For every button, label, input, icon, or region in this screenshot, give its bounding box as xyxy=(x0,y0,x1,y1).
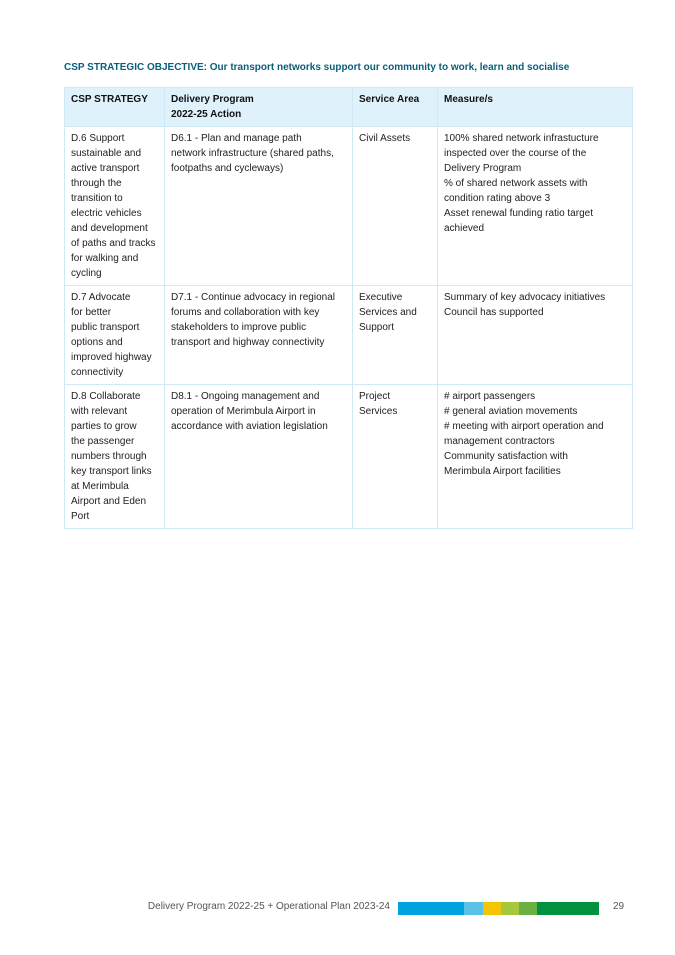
cell-service-area-line: Civil Assets xyxy=(359,133,411,144)
cell-csp-strategy-line: options and xyxy=(71,337,123,348)
table-row xyxy=(65,385,633,529)
csp-strategy-table xyxy=(64,87,633,529)
footer-document-title: Delivery Program 2022-25 + Operational Plan 2023-24 xyxy=(147,901,390,912)
cell-csp-strategy xyxy=(65,385,165,529)
cell-service-area-line: Project Services xyxy=(359,391,398,417)
cell-delivery-action-line: operation of Merimbula Airport in xyxy=(171,406,316,417)
cell-measures-line: Summary of key advocacy initiatives xyxy=(444,292,606,303)
cell-service-area xyxy=(353,286,438,385)
cell-measures-line: Community satisfaction with xyxy=(444,451,568,462)
color-bar-segment xyxy=(442,902,464,915)
strategic-objective-heading: CSP STRATEGIC OBJECTIVE: Our transport networks support our community to work, learn and socialise xyxy=(64,62,570,73)
header-delivery-program xyxy=(165,88,353,127)
cell-service-area-line: Support xyxy=(359,322,395,333)
cell-measures-line: # meeting with airport operation and xyxy=(444,421,604,432)
cell-delivery-action-line: D8.1 - Ongoing management and xyxy=(171,391,320,402)
cell-csp-strategy-line: and development xyxy=(71,223,148,234)
cell-csp-strategy-line: for better xyxy=(71,307,112,318)
cell-csp-strategy-line: of paths and tracks xyxy=(71,238,156,249)
cell-measures xyxy=(438,127,633,286)
table-row xyxy=(65,286,633,385)
cell-measures-line: achieved xyxy=(444,223,485,234)
cell-csp-strategy-line: electric vehicles xyxy=(71,208,142,219)
cell-delivery-action xyxy=(165,385,353,529)
header-csp-strategy: CSP STRATEGY xyxy=(65,88,165,127)
cell-measures-line: condition rating above 3 xyxy=(444,193,551,204)
cell-measures-line: Delivery Program xyxy=(444,163,522,174)
cell-service-area xyxy=(353,127,438,286)
cell-delivery-action-line: D7.1 - Continue advocacy in regional xyxy=(171,292,335,303)
cell-csp-strategy-line: active transport xyxy=(71,163,140,174)
cell-csp-strategy-line: D.8 Collaborate xyxy=(71,391,141,402)
cell-csp-strategy-line: public transport xyxy=(71,322,140,333)
cell-csp-strategy-line: Airport and Eden xyxy=(71,496,147,507)
cell-csp-strategy-line: key transport links xyxy=(71,466,152,477)
cell-csp-strategy-line: D.6 Support xyxy=(71,133,125,144)
color-bar-segment xyxy=(537,902,558,915)
cell-measures xyxy=(438,385,633,529)
cell-measures-line: Council has supported xyxy=(444,307,544,318)
cell-measures-line: 100% shared network infrastucture xyxy=(444,133,599,144)
cell-delivery-action-line: network infrastructure (shared paths, xyxy=(171,148,334,159)
cell-csp-strategy-line: at Merimbula xyxy=(71,481,129,492)
header-delivery-program-line2: 2022-25 Action xyxy=(171,109,242,120)
table-row xyxy=(65,127,633,286)
cell-measures-line: management contractors xyxy=(444,436,555,447)
cell-measures-line: inspected over the course of the xyxy=(444,148,587,159)
color-bar-segment xyxy=(420,902,442,915)
cell-csp-strategy-line: with relevant xyxy=(71,406,128,417)
cell-csp-strategy xyxy=(65,286,165,385)
color-bar-segment xyxy=(398,902,420,915)
color-bar-segment xyxy=(501,902,519,915)
cell-csp-strategy-line: connectivity xyxy=(71,367,124,378)
cell-delivery-action-line: stakeholders to improve public xyxy=(171,322,307,333)
cell-measures-line: Asset renewal funding ratio target xyxy=(444,208,593,219)
table-body xyxy=(65,127,633,529)
cell-delivery-action-line: D6.1 - Plan and manage path xyxy=(171,133,302,144)
cell-csp-strategy-line: sustainable and xyxy=(71,148,142,159)
table-header-row xyxy=(65,88,633,127)
footer-color-bar xyxy=(398,902,599,915)
header-measures: Measure/s xyxy=(438,88,633,127)
cell-measures-line: # general aviation movements xyxy=(444,406,578,417)
cell-csp-strategy-line: Port xyxy=(71,511,90,522)
color-bar-segment xyxy=(464,902,483,915)
cell-csp-strategy-line: cycling xyxy=(71,268,102,279)
cell-csp-strategy-line: improved highway xyxy=(71,352,152,363)
page-footer xyxy=(0,901,675,917)
header-delivery-program-line1: Delivery Program xyxy=(171,94,254,105)
cell-csp-strategy-line: transition to xyxy=(71,193,123,204)
cell-csp-strategy-line: parties to grow xyxy=(71,421,137,432)
cell-delivery-action-line: accordance with aviation legislation xyxy=(171,421,328,432)
cell-delivery-action xyxy=(165,286,353,385)
cell-csp-strategy-line: numbers through xyxy=(71,451,147,462)
cell-delivery-action-line: footpaths and cycleways) xyxy=(171,163,284,174)
header-service-area: Service Area xyxy=(353,88,438,127)
cell-measures xyxy=(438,286,633,385)
cell-delivery-action-line: forums and collaboration with key xyxy=(171,307,320,318)
color-bar-segment xyxy=(519,902,537,915)
color-bar-segment xyxy=(579,902,599,915)
cell-csp-strategy-line: through the xyxy=(71,178,122,189)
cell-service-area-line: Services and xyxy=(359,307,417,318)
cell-csp-strategy-line: for walking and xyxy=(71,253,139,264)
page-number: 29 xyxy=(613,901,625,912)
cell-measures-line: Merimbula Airport facilities xyxy=(444,466,561,477)
cell-delivery-action-line: transport and highway connectivity xyxy=(171,337,325,348)
cell-measures-line: # airport passengers xyxy=(444,391,536,402)
cell-csp-strategy-line: D.7 Advocate xyxy=(71,292,131,303)
color-bar-segment xyxy=(483,902,501,915)
cell-delivery-action xyxy=(165,127,353,286)
cell-service-area xyxy=(353,385,438,529)
cell-service-area-line: Executive xyxy=(359,292,403,303)
cell-csp-strategy-line: the passenger xyxy=(71,436,135,447)
color-bar-segment xyxy=(558,902,579,915)
cell-csp-strategy xyxy=(65,127,165,286)
cell-measures-line: % of shared network assets with xyxy=(444,178,588,189)
